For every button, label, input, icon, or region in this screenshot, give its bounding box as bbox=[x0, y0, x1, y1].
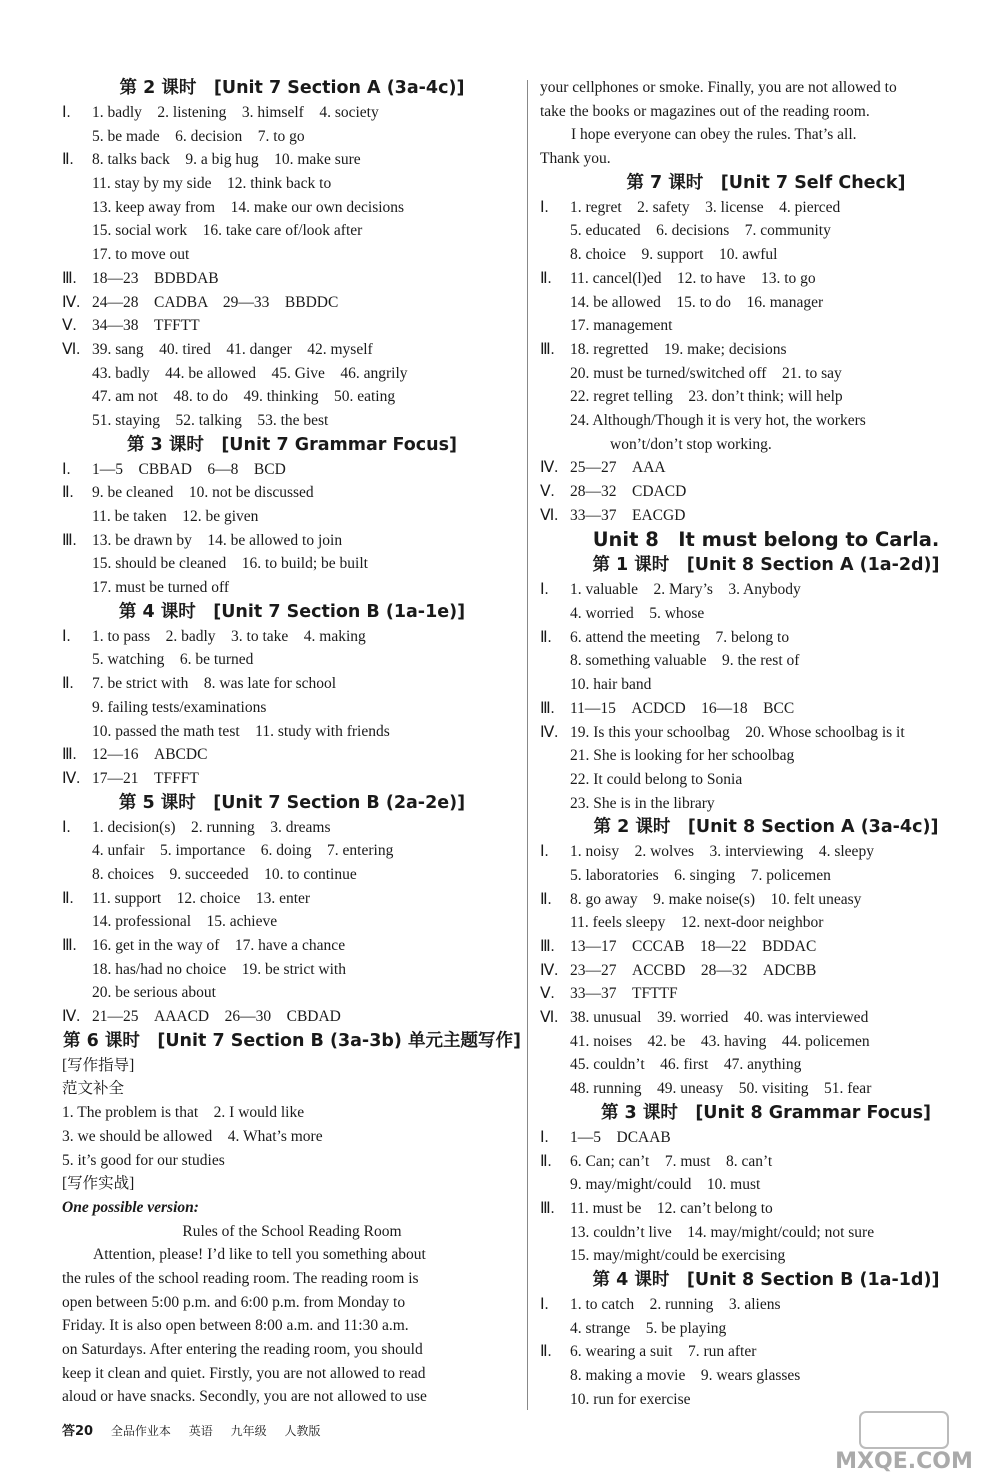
answer-line bbox=[540, 982, 992, 1006]
lesson-heading: 第 1 课时 [Unit 8 Section A (1a-2d)] bbox=[592, 555, 940, 576]
answer-line: 5. be made 6. decision 7. to go bbox=[92, 127, 305, 145]
answer-line: 48. running 49. uneasy 50. visiting 51. fear bbox=[570, 1080, 872, 1098]
answer-line: 45. couldn’t 46. first 47. anything bbox=[570, 1056, 802, 1074]
text-line: the rules of the school reading room. The reading room is bbox=[62, 1269, 419, 1287]
answer-line bbox=[62, 291, 522, 315]
section-number: Ⅳ. bbox=[540, 723, 559, 741]
answer-text: 6. attend the meeting 7. belong to bbox=[570, 628, 790, 646]
answer-text: 17—21 TFFFT bbox=[92, 769, 199, 787]
text-line: [写作指导] bbox=[62, 1056, 135, 1074]
answer-line: 24. Although/Though it is very hot, the workers bbox=[570, 411, 866, 429]
section-number: Ⅰ. bbox=[62, 627, 71, 645]
text-line: Thank you. bbox=[540, 150, 611, 168]
answer-text: 24—28 CADBA 29—33 BBDDC bbox=[92, 293, 339, 311]
answer-text: 1. decision(s) 2. running 3. dreams bbox=[92, 818, 331, 836]
answer-text: 11. must be 12. can’t belong to bbox=[570, 1199, 773, 1217]
answer-text: 13—17 CCCAB 18—22 BDDAC bbox=[570, 938, 817, 955]
answer-line: 20. must be turned/switched off 21. to say bbox=[570, 364, 842, 382]
text-line: take the books or magazines out of the reading room. bbox=[540, 102, 870, 120]
text-line: 5. it’s good for our studies bbox=[62, 1151, 225, 1169]
essay-title: Rules of the School Reading Room bbox=[182, 1222, 402, 1240]
answer-text: 1. valuable 2. Mary’s 3. Anybody bbox=[570, 581, 801, 599]
answer-line bbox=[62, 267, 522, 291]
answer-line: 10. run for exercise bbox=[570, 1390, 691, 1408]
section-number: Ⅳ. bbox=[540, 961, 559, 979]
section-number: Ⅱ. bbox=[540, 1343, 552, 1361]
answer-line bbox=[540, 1340, 992, 1364]
lesson-heading: 第 4 课时 [Unit 8 Section B (1a-1d)] bbox=[592, 1269, 940, 1290]
answer-line bbox=[540, 338, 992, 362]
lesson-heading: 第 4 课时 [Unit 7 Section B (1a-1e)] bbox=[118, 601, 466, 622]
answer-text: 1—5 DCAAB bbox=[570, 1128, 671, 1146]
text-line: I hope everyone can obey the rules. That’s all. bbox=[540, 126, 857, 144]
page-footer bbox=[62, 1420, 334, 1439]
section-number: Ⅱ. bbox=[540, 269, 552, 287]
answer-line: 15. should be cleaned 16. to build; be built bbox=[92, 555, 368, 573]
answer-line: 15. social work 16. take care of/look after bbox=[92, 222, 363, 240]
answer-text: 1. regret 2. safety 3. license 4. pierced bbox=[570, 198, 841, 216]
lesson-heading: 第 5 课时 [Unit 7 Section B (2a-2e)] bbox=[118, 792, 466, 813]
answer-line bbox=[62, 887, 522, 911]
answer-line: 10. hair band bbox=[570, 676, 652, 694]
answer-line: 11. feels sleepy 12. next-door neighbor bbox=[570, 914, 824, 932]
section-number: Ⅱ. bbox=[62, 889, 74, 907]
right-column bbox=[540, 76, 992, 1411]
answer-text: 19. Is this your schoolbag 20. Whose schoolbag is it bbox=[570, 723, 905, 741]
answer-text: 8. talks back 9. a big hug 10. make sure bbox=[92, 151, 361, 169]
answer-line bbox=[62, 338, 522, 362]
answer-line: 18. has/had no choice 19. be strict with bbox=[92, 960, 346, 978]
section-number: Ⅲ. bbox=[540, 699, 555, 717]
section-number: Ⅲ. bbox=[62, 937, 77, 954]
answer-line: 11. stay by my side 12. think back to bbox=[92, 175, 332, 193]
text-line: open between 5:00 p.m. and 6:00 p.m. from Monday to bbox=[62, 1293, 406, 1311]
column-divider bbox=[527, 80, 528, 1410]
text-line: Friday. It is also open between 8:00 a.m. and 11:30 a.m. bbox=[62, 1317, 409, 1335]
watermark-logo bbox=[820, 1410, 990, 1475]
section-number: Ⅰ. bbox=[62, 104, 71, 121]
subject: 英语 bbox=[188, 1424, 213, 1438]
answer-text: 13. be drawn by 14. be allowed to join bbox=[92, 531, 343, 549]
version-label: One possible version: bbox=[62, 1198, 199, 1216]
answer-line: 15. may/might/could be exercising bbox=[570, 1247, 786, 1265]
answer-text: 11—15 ACDCD 16—18 BCC bbox=[570, 699, 795, 717]
answer-text: 1—5 CBBAD 6—8 BCD bbox=[92, 460, 286, 478]
answer-line: 13. couldn’t live 14. may/might/could; not sure bbox=[570, 1223, 875, 1241]
answer-line: 43. badly 44. be allowed 45. Give 46. angrily bbox=[92, 364, 408, 382]
answer-text: 7. be strict with 8. was late for school bbox=[92, 675, 337, 693]
answer-line bbox=[540, 888, 992, 912]
section-number: Ⅱ. bbox=[540, 628, 552, 646]
answer-line: 9. may/might/could 10. must bbox=[570, 1176, 761, 1194]
section-number: Ⅵ. bbox=[62, 340, 81, 358]
section-number: Ⅳ. bbox=[62, 293, 81, 311]
answer-text: 8. go away 9. make noise(s) 10. felt uneasy bbox=[570, 890, 862, 908]
text-line: on Saturdays. After entering the reading room, you should bbox=[62, 1341, 423, 1358]
lesson-heading: 第 2 课时 [Unit 7 Section A (3a-4c)] bbox=[119, 78, 465, 98]
answer-line bbox=[62, 1005, 522, 1029]
answer-line bbox=[540, 578, 992, 602]
answer-line bbox=[540, 959, 992, 983]
answer-line: 17. to move out bbox=[92, 246, 190, 264]
answer-line: 11. be taken 12. be given bbox=[92, 508, 259, 525]
answer-line bbox=[62, 148, 522, 172]
section-number: Ⅰ. bbox=[62, 818, 71, 836]
section-number: Ⅲ. bbox=[540, 340, 555, 358]
lesson-heading: 第 7 课时 [Unit 7 Self Check] bbox=[626, 172, 906, 193]
section-number: Ⅱ. bbox=[540, 890, 552, 908]
answer-line bbox=[540, 721, 992, 745]
answer-line bbox=[540, 456, 992, 480]
answer-line bbox=[62, 625, 522, 649]
text-line: your cellphones or smoke. Finally, you are not allowed to bbox=[540, 79, 897, 96]
section-number: Ⅰ. bbox=[62, 460, 71, 478]
section-number: Ⅰ. bbox=[540, 581, 549, 599]
section-number: Ⅴ. bbox=[540, 483, 555, 500]
answer-text: 38. unusual 39. worried 40. was interviewed bbox=[570, 1009, 869, 1027]
section-number: Ⅰ. bbox=[540, 198, 549, 216]
section-number: Ⅵ. bbox=[540, 1009, 559, 1027]
section-number: Ⅳ. bbox=[62, 1008, 81, 1026]
answer-text: 1. badly 2. listening 3. himself 4. society bbox=[92, 104, 379, 121]
answer-line bbox=[540, 480, 992, 504]
book-title: 全品作业本 bbox=[110, 1424, 171, 1438]
answer-line: 22. regret telling 23. don’t think; will help bbox=[570, 388, 843, 406]
section-number: Ⅱ. bbox=[62, 151, 74, 169]
answer-line: 9. failing tests/examinations bbox=[92, 698, 267, 716]
section-number: Ⅲ. bbox=[62, 746, 77, 764]
answer-line bbox=[540, 196, 992, 220]
answer-text: 1. to catch 2. running 3. aliens bbox=[570, 1295, 781, 1313]
answer-line bbox=[540, 1197, 992, 1221]
section-number: Ⅲ. bbox=[62, 531, 77, 549]
answer-line bbox=[62, 529, 522, 553]
answer-text: 12—16 ABCDC bbox=[92, 746, 208, 764]
section-number: Ⅲ. bbox=[62, 269, 77, 287]
answer-line bbox=[62, 101, 522, 125]
answer-text: 16. get in the way of 17. have a chance bbox=[92, 937, 346, 954]
answer-text: 21—25 AAACD 26—30 CBDAD bbox=[92, 1008, 341, 1026]
section-number: Ⅴ. bbox=[540, 985, 555, 1003]
answer-line bbox=[540, 1006, 992, 1030]
text-line: [写作实战] bbox=[62, 1175, 135, 1193]
answer-line: 17. must be turned off bbox=[92, 579, 230, 597]
answer-line: 13. keep away from 14. make our own decisions bbox=[92, 198, 405, 216]
answer-line bbox=[540, 1293, 992, 1317]
section-number: Ⅲ. bbox=[540, 938, 555, 955]
text-line: keep it clean and quiet. Firstly, you are not allowed to read bbox=[62, 1364, 426, 1382]
answer-line: 4. worried 5. whose bbox=[570, 605, 705, 623]
answer-line bbox=[62, 743, 522, 767]
answer-line: 14. professional 15. achieve bbox=[92, 913, 278, 931]
answer-text: 1. noisy 2. wolves 3. interviewing 4. sleepy bbox=[570, 843, 874, 861]
edition: 人教版 bbox=[284, 1424, 321, 1438]
answer-text: 11. support 12. choice 13. enter bbox=[92, 889, 311, 907]
answer-line bbox=[540, 1126, 992, 1150]
answer-line bbox=[540, 697, 992, 721]
answer-line: 8. making a movie 9. wears glasses bbox=[570, 1367, 801, 1384]
watermark-badge-icon bbox=[860, 1412, 948, 1448]
answer-text: 25—27 AAA bbox=[570, 459, 666, 477]
answer-line: 4. strange 5. be playing bbox=[570, 1319, 727, 1337]
answer-line bbox=[62, 314, 522, 338]
section-number: Ⅱ. bbox=[540, 1152, 552, 1170]
section-number: Ⅱ. bbox=[62, 675, 74, 693]
answer-text: 28—32 CDACD bbox=[570, 483, 687, 500]
answer-text: 6. wearing a suit 7. run after bbox=[570, 1343, 757, 1361]
answer-line: 8. choices 9. succeeded 10. to continue bbox=[92, 865, 357, 883]
answer-line: 41. noises 42. be 43. having 44. policemen bbox=[570, 1032, 870, 1050]
answer-line: 47. am not 48. to do 49. thinking 50. eating bbox=[92, 388, 396, 406]
section-number: Ⅲ. bbox=[540, 1199, 555, 1217]
answer-line: 5. watching 6. be turned bbox=[92, 651, 254, 669]
answer-text: 39. sang 40. tired 41. danger 42. myself bbox=[92, 340, 373, 358]
answer-line bbox=[540, 504, 992, 528]
answer-line bbox=[540, 267, 992, 291]
answer-line bbox=[62, 934, 522, 958]
answer-text: 1. to pass 2. badly 3. to take 4. making bbox=[92, 627, 366, 645]
answer-line: 17. management bbox=[570, 317, 673, 335]
lesson-heading: 第 6 课时 [Unit 7 Section B (3a-3b) 单元主题写作] bbox=[62, 1030, 521, 1051]
section-number: Ⅳ. bbox=[540, 459, 559, 477]
answer-line bbox=[540, 626, 992, 650]
answer-text: 9. be cleaned 10. not be discussed bbox=[92, 484, 314, 502]
text-line: 3. we should be allowed 4. What’s more bbox=[62, 1127, 323, 1145]
answer-line: 23. She is in the library bbox=[570, 794, 715, 812]
unit-heading: Unit 8 It must belong to Carla. bbox=[592, 528, 940, 552]
text-line: 范文补全 bbox=[62, 1080, 125, 1098]
answer-line bbox=[540, 840, 992, 864]
answer-line bbox=[62, 816, 522, 840]
answer-line: 5. laboratories 6. singing 7. policemen bbox=[570, 866, 831, 884]
answer-line: 5. educated 6. decisions 7. community bbox=[570, 222, 831, 240]
answer-text: 34—38 TFFTT bbox=[92, 317, 200, 335]
section-number: Ⅳ. bbox=[62, 769, 81, 787]
lesson-heading: 第 3 课时 [Unit 7 Grammar Focus] bbox=[126, 434, 458, 455]
watermark-site: MXQE.COM bbox=[835, 1449, 973, 1474]
answer-text: 11. cancel(l)ed 12. to have 13. to go bbox=[570, 269, 816, 287]
answer-line: 14. be allowed 15. to do 16. manager bbox=[570, 293, 824, 311]
section-number: Ⅴ. bbox=[62, 317, 77, 335]
answer-line: 51. staying 52. talking 53. the best bbox=[92, 411, 329, 429]
answer-text: 6. Can; can’t 7. must 8. can’t bbox=[570, 1152, 773, 1170]
text-line: aloud or have snacks. Secondly, you are not allowed to use bbox=[62, 1388, 427, 1406]
answer-text: 18—23 BDBDAB bbox=[92, 269, 219, 287]
answer-line bbox=[62, 458, 522, 482]
answer-line bbox=[540, 935, 992, 959]
section-number: Ⅰ. bbox=[540, 843, 549, 861]
answer-line: 8. something valuable 9. the rest of bbox=[570, 652, 800, 670]
lesson-heading: 第 2 课时 [Unit 8 Section A (3a-4c)] bbox=[593, 817, 939, 838]
answer-line: 22. It could belong to Sonia bbox=[570, 770, 743, 788]
answer-text: 33—37 TFTTF bbox=[570, 985, 678, 1003]
answer-line: 20. be serious about bbox=[92, 984, 216, 1002]
section-number: Ⅵ. bbox=[540, 506, 559, 524]
answer-line bbox=[62, 672, 522, 696]
answer-text: 33—37 EACGD bbox=[570, 506, 686, 524]
answer-text: 18. regretted 19. make; decisions bbox=[570, 340, 787, 358]
section-number: Ⅰ. bbox=[540, 1295, 549, 1313]
lesson-heading: 第 3 课时 [Unit 8 Grammar Focus] bbox=[600, 1102, 932, 1123]
text-line: Attention, please! I’d like to tell you something about bbox=[62, 1246, 426, 1264]
answer-line: 21. She is looking for her schoolbag bbox=[570, 747, 795, 765]
answer-line bbox=[62, 767, 522, 791]
section-number: Ⅱ. bbox=[62, 484, 74, 502]
grade: 九年级 bbox=[230, 1424, 267, 1438]
answer-line: 10. passed the math test 11. study with friends bbox=[92, 722, 390, 740]
section-number: Ⅰ. bbox=[540, 1128, 549, 1146]
answer-line bbox=[62, 481, 522, 505]
answer-line bbox=[540, 1150, 992, 1174]
answer-line: won’t/don’t stop working. bbox=[610, 435, 772, 453]
text-line: 1. The problem is that 2. I would like bbox=[62, 1104, 305, 1122]
answer-line: 4. unfair 5. importance 6. doing 7. entering bbox=[92, 842, 394, 860]
page-number: 答20 bbox=[62, 1424, 94, 1439]
answer-line: 8. choice 9. support 10. awful bbox=[570, 246, 778, 264]
left-column bbox=[62, 76, 522, 1409]
answer-text: 23—27 ACCBD 28—32 ADCBB bbox=[570, 961, 817, 979]
